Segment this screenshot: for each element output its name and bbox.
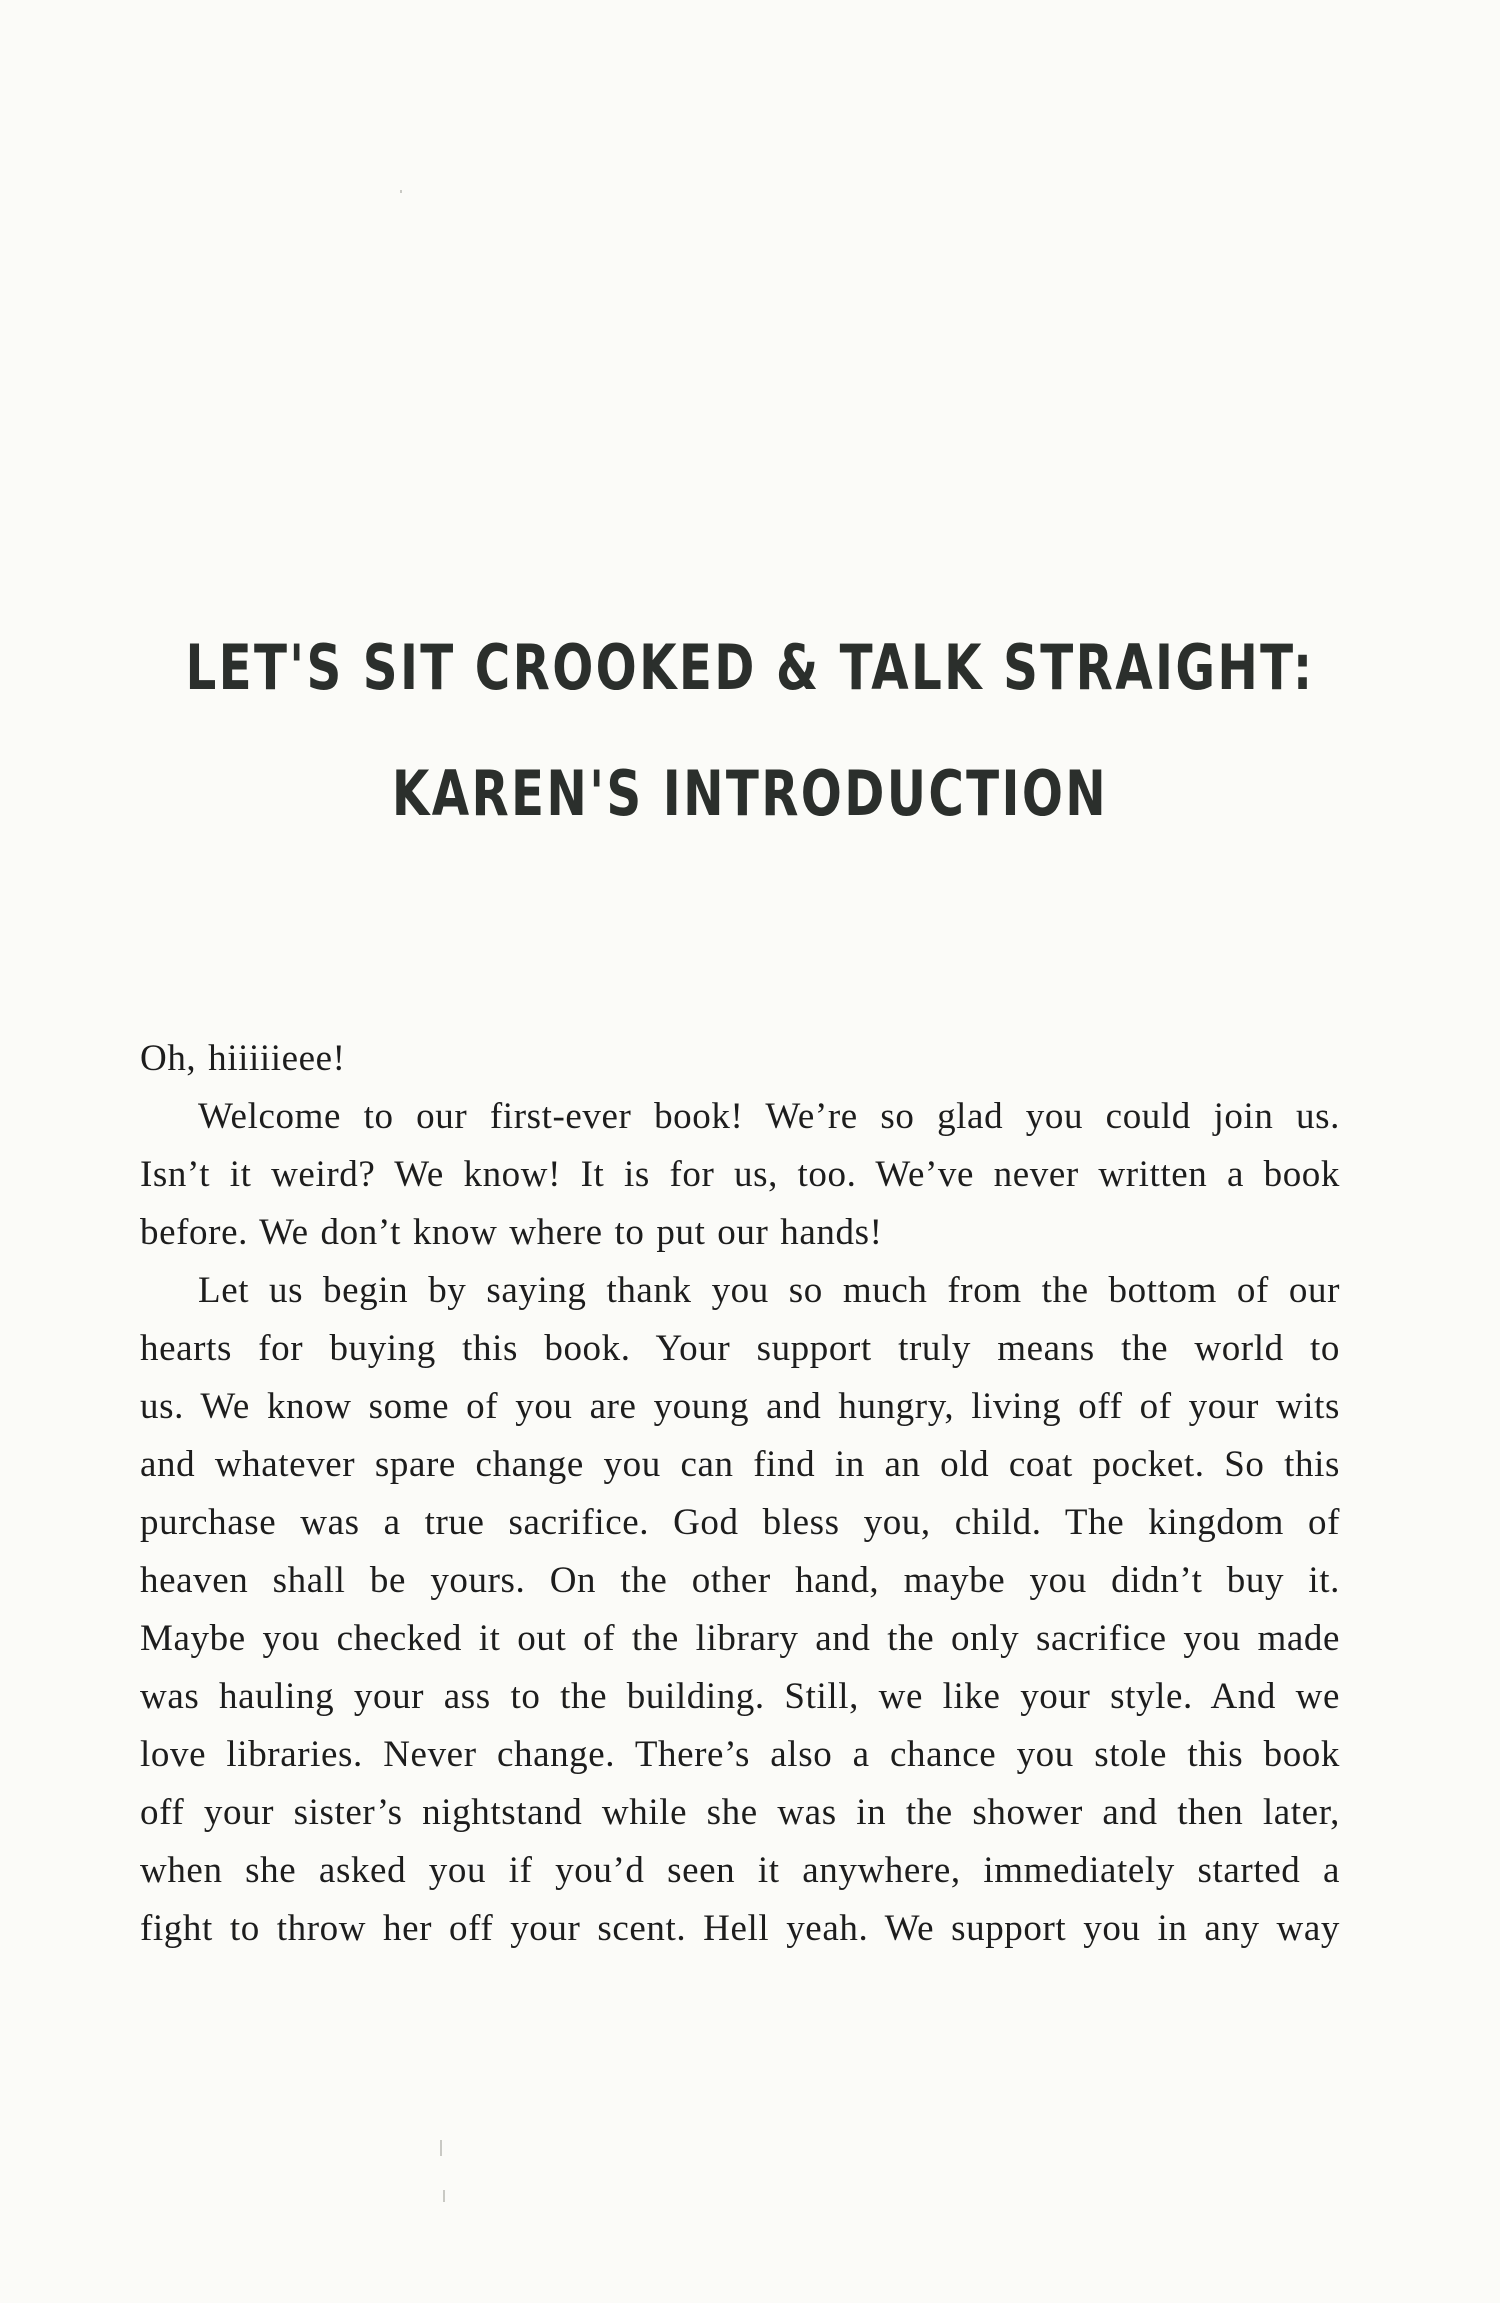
scan-speck [440, 2140, 442, 2156]
body-line: heaven shall be yours. On the other hand, maybe you didn’t buy it. [140, 1560, 1340, 1601]
scan-speck [400, 190, 402, 193]
body-line: love libraries. Never change. There’s also a chance you stole this book [140, 1734, 1340, 1775]
chapter-title-line-1: LET'S SIT CROOKED & TALK STRAIGHT: [185, 631, 1315, 704]
chapter-title [165, 605, 1335, 857]
body-line: was hauling your ass to the building. Still, we like your style. And we [140, 1676, 1340, 1717]
body-line: hearts for buying this book. Your support truly means the world to [140, 1328, 1340, 1369]
body-line: off your sister’s nightstand while she was in the shower and then later, [140, 1792, 1340, 1833]
body-line: us. We know some of you are young and hungry, living off of your wits [140, 1386, 1340, 1427]
body-line: before. We don’t know where to put our hands! [140, 1212, 883, 1253]
body-line: and whatever spare change you can find in an old coat pocket. So this [140, 1444, 1340, 1485]
scan-speck [443, 2190, 445, 2202]
body-text [140, 1030, 1340, 1958]
body-line: purchase was a true sacrifice. God bless you, child. The kingdom of [140, 1502, 1340, 1543]
chapter-title-line-2: KAREN'S INTRODUCTION [391, 757, 1109, 830]
body-line: Let us begin by saying thank you so much from the bottom of our [198, 1270, 1340, 1311]
body-line: Welcome to our first-ever book! We’re so glad you could join us. [198, 1096, 1340, 1137]
body-line: Oh, hiiiiieee! [140, 1038, 346, 1079]
body-line: Maybe you checked it out of the library and the only sacrifice you made [140, 1618, 1340, 1659]
body-line: Isn’t it weird? We know! It is for us, too. We’ve never written a book [140, 1154, 1340, 1195]
body-line: when she asked you if you’d seen it anywhere, immediately started a [140, 1850, 1340, 1891]
body-line: fight to throw her off your scent. Hell yeah. We support you in any way [140, 1908, 1340, 1949]
